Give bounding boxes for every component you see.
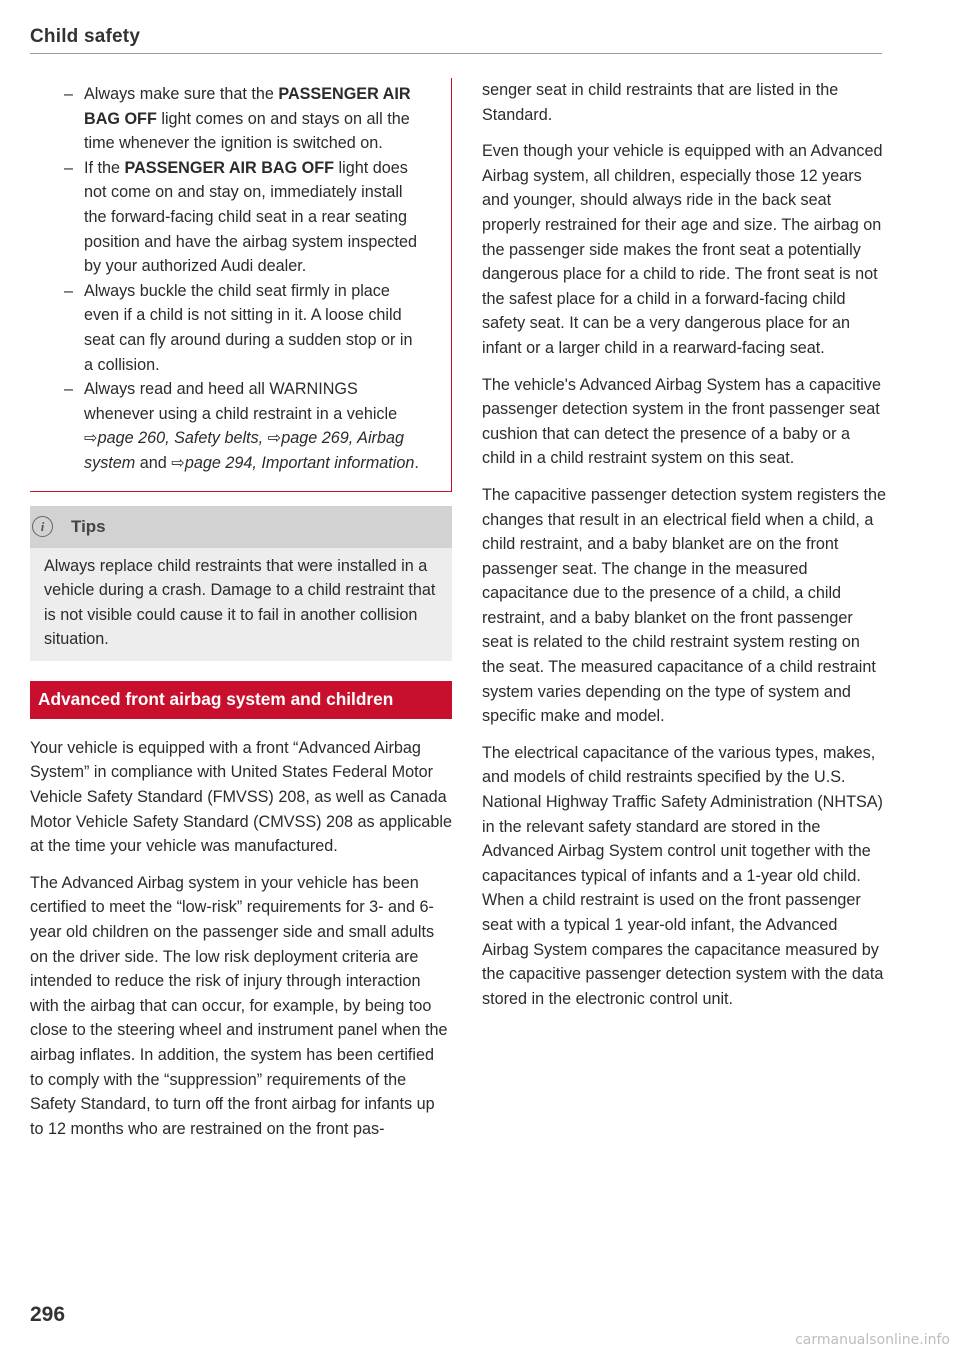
bullet-dash: – [64,380,74,399]
reference-arrow-icon: ⇨ [267,429,282,448]
paragraph: The capacitive passenger detection system registers the changes that result in an electrical field when a child, a child restraint, and a baby blanket are on the front passenger seat. The change in the measured capacitance due to the presence of a child, a child restraint, and a baby blanket on the front passenger seat is related to the child restraint system resting on the seat. The measured capacitance of a child restraint system varies depending on the type of system and specific make and model. [482,485,886,726]
bullet-text: Always read and heed all WARNINGS whenever using a child restraint in a vehicle [84,380,398,423]
page-header-title: Child safety [30,26,141,47]
paragraph: The Advanced Airbag system in your vehicle has been certified to meet the “low-risk” requirements for 3- and 6-year old children on the passenger side and small adults on the driver side. The low risk deployment criteria are intended to reduce the risk of injury through interaction with the airbag that can occur, for example, by being too close to the steering wheel and instrument panel when the airbag inflates. In addition, the system has been certified to comply with the “suppression” requirements of the Safety Standard, to turn off the front airbag for infants up to 12 months who are restrained on the front pas- [30,873,448,1138]
left-column [30,78,452,1141]
warning-bullet-1 [64,82,425,156]
paragraph: The electrical capacitance of the various types, makes, and models of child restraints specified by the U.S. National Highway Traffic Safety Administration (NHTSA) in the relevant safety standard are stored in the Advanced Airbag System control unit together with the capacitances typical of infants and a 1-year old child. When a child restraint is used on the front passenger seat with a typical 1 year-old infant, the Advanced Airbag System compares the capacitance measured by the capacitive passenger detection system with the data stored in the electronic control unit. [482,743,884,1008]
bullet-text: Always buckle the child seat firmly in place even if a child is not sitting in it. A loose child seat can fly around during a sudden stop or in a collision. [84,281,413,374]
bullet-dash: – [64,85,74,103]
page-number: 296 [30,1303,66,1326]
page-reference-link[interactable]: page 260, Safety belts, [97,429,264,448]
bullet-text: If the [84,158,125,177]
warning-box [30,78,452,492]
bullet-text: light does not come on and stay on, immediately install the forward-facing child seat in a rear seating position and have the airbag system inspected by your authorized Audi dealer. [84,158,417,276]
bullet-dash: – [64,281,74,300]
header-divider [30,53,882,54]
tips-body: Always replace child restraints that were installed in a vehicle during a crash. Damage to a child restraint that is not visible could cause it to fail in another collision situation. [30,548,452,661]
tips-title: Tips [71,516,106,536]
reference-arrow-icon: ⇨ [84,429,98,448]
paragraph: Your vehicle is equipped with a front “Advanced Airbag System” in compliance with United States Federal Motor Vehicle Safety Standard (FMVSS) 208, as well as Canada Motor Vehicle Safety Standard (CMVSS) 208 as applicable at the time your vehicle was manufactured. [30,738,452,856]
bullet-dash: – [64,158,74,177]
reference-arrow-icon: ⇨ [171,453,185,472]
bullet-emphasis: PASSENGER AIR BAG OFF [84,85,411,128]
page-reference-link[interactable]: page 294, Important information [184,453,415,472]
info-circle-icon: i [32,516,53,537]
paragraph: senger seat in child restraints that are listed in the Standard. [482,81,839,124]
paragraph: The vehicle's Advanced Airbag System has a capacitive passenger detection system in the front passenger seat cushion that can detect the presence of a baby or a child in a child restraint system on this seat. [482,375,882,468]
watermark: carmanualsonline.info [795,1332,950,1348]
warning-bullet-3 [64,279,425,377]
tips-header [30,506,452,548]
section-heading: Advanced front airbag system and children [30,681,452,719]
warning-bullet-4 [64,377,425,475]
paragraph: Even though your vehicle is equipped with an Advanced Airbag system, all children, especially those 12 years and younger, should always ride in the back seat properly restrained for their age and size. The airbag on the passenger side makes the front seat a potentially dangerous place for a child to ride. The front seat is not the safest place for a child in a forward-facing child safety seat. It can be a very dangerous place for an infant or a larger child in a rearward-facing seat. [482,142,883,357]
bullet-text: . [414,453,419,472]
bullet-text: and [135,453,172,472]
bullet-text: light comes on and stays on all the time whenever the ignition is switched on. [84,109,410,153]
bullet-emphasis: PASSENGER AIR BAG OFF [124,158,335,177]
page-reference-link[interactable]: page 269, Airbag system [84,429,404,472]
left-body [30,736,452,1142]
bullet-text: Always make sure that the [84,85,279,103]
warning-bullet-2 [64,156,425,279]
right-column [482,78,886,1011]
